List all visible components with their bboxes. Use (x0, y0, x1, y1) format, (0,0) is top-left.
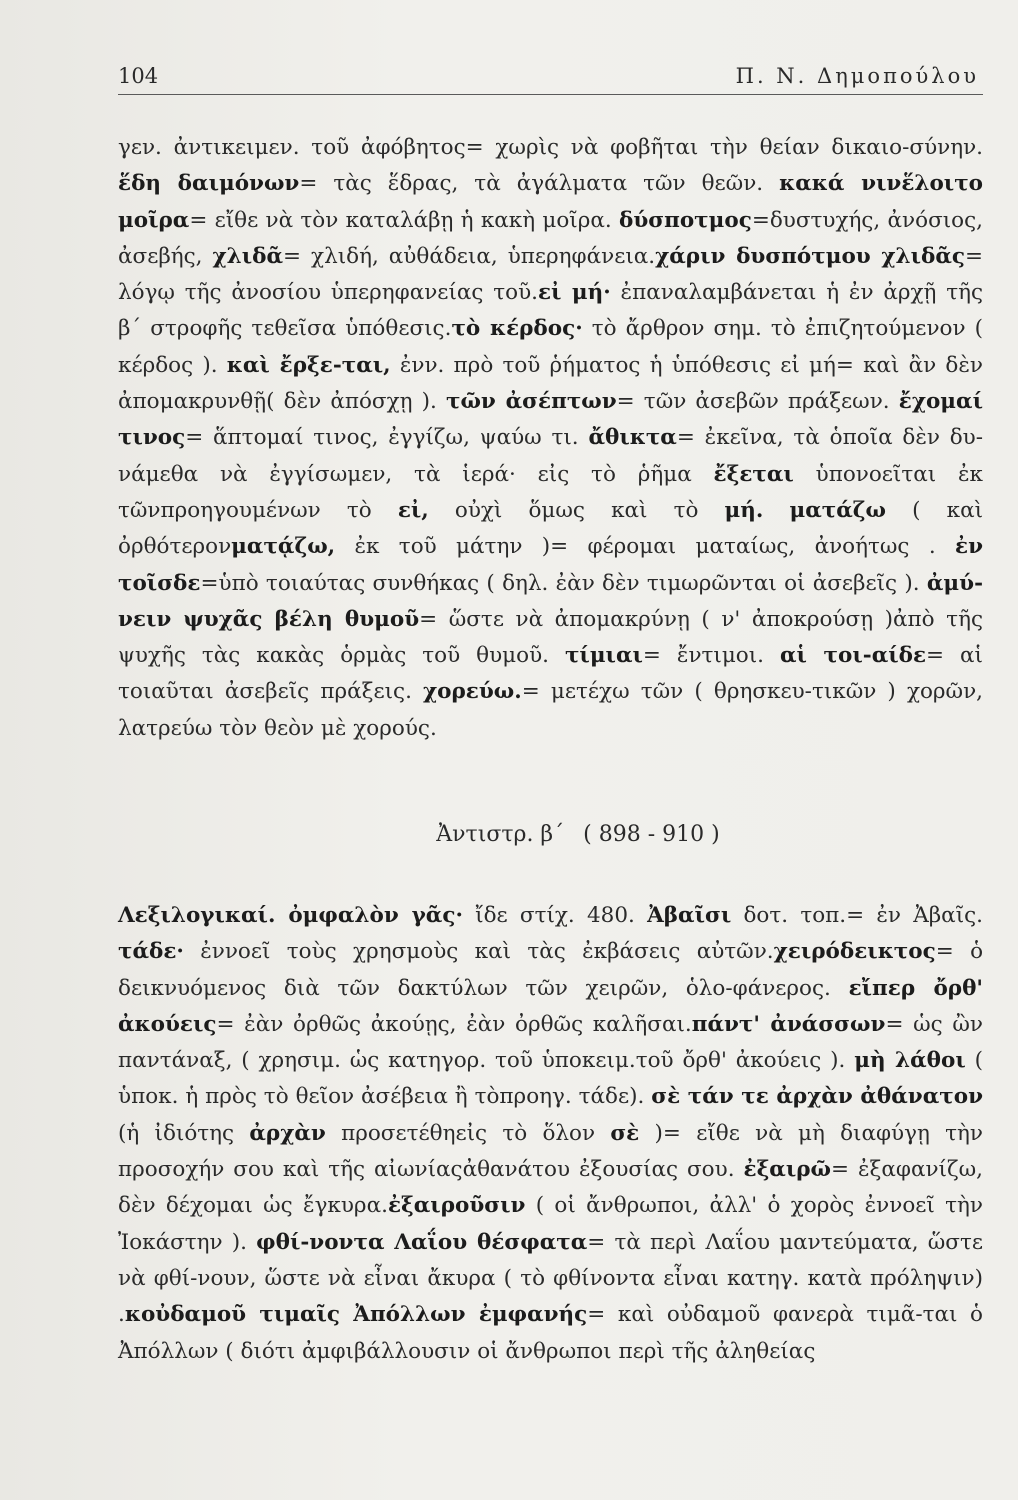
headword: τῶν ἀσέπτων (445, 389, 617, 415)
gloss-text: ( οἱ ἄνθρωποι, ἀλλ' ὁ χορὸς ἐννοεῖ τὴν Ἰοκάστην ). (118, 1193, 983, 1255)
headword: ἀμύ- (926, 570, 983, 596)
headword: εἰ, (397, 497, 429, 523)
page-number: 104 (118, 64, 159, 88)
gloss-text: = εἴθε νὰ τὸν καταλάβῃ ἡ κακὴ μοῖρα. (189, 207, 619, 233)
headword: ἄθικτα (588, 425, 677, 451)
gloss-text (763, 498, 789, 523)
headword: ἐξαιροῦσιν (387, 1193, 526, 1219)
gloss-text: σύνην. (909, 135, 983, 160)
gloss-text: προηγουμένων τὸ (160, 497, 398, 523)
gloss-text: ( καὶ ὀρθότερον (118, 497, 984, 560)
gloss-text: = ἐὰν ὀρθῶς ἀκούῃς, ἐὰν ὀρθῶς καλῆσαι. (216, 1011, 692, 1037)
gloss-text: ἐπαναλαμβάνεται ἡ ἐν ἀρχῇ τῆς β΄ στροφῆς τεθεῖσα ὑπόθεσις. (118, 280, 984, 342)
gloss-text: ἀπὸ τῆς ψυχῆς τὰς κακὰς ὁρμὰς τοῦ θυμοῦ. (118, 606, 983, 669)
gloss-text: ἀθανάτου ἐξουσίας σου. (462, 1157, 744, 1183)
headword: εἴπερ ὄρθ' ἀκούεις (118, 975, 984, 1037)
gloss-text: = ἐξαφανίζω, δὲν δέχομαι ὡς ἔγκυρα. (118, 1157, 983, 1219)
headword: χειρόδεικτος (773, 939, 936, 965)
gloss-text: ται ὁ Ἀπόλλων ( διότι ἀμφιβάλλουσιν οἱ ἄνθρωποι περὶ τῆς ἀληθείας (118, 1302, 983, 1364)
section-range: ( 898 - 910 ) (583, 822, 720, 847)
gloss-text: = τῶν ἀσεβῶν πράξεων. (616, 389, 899, 415)
headword: καὶ ἔρξε- (226, 352, 342, 378)
gloss-text: ( δὲν ἀπόσχῃ ). (266, 389, 446, 415)
gloss-text: = αἱ τοιαῦται ἀσεβεῖς πράξεις. (118, 643, 983, 705)
headword: μὴ λάθοι (854, 1048, 966, 1074)
gloss-text: ὑπονοεῖται ἐκ τῶν (118, 461, 983, 523)
headword: πάντ' ἀνάσσων (691, 1011, 886, 1037)
headword: ματάζω (789, 497, 887, 523)
gloss-text: = ὥστε νὰ ἀπομακρύνῃ ( ν' ἀποκρούσῃ ) (419, 606, 894, 632)
headword: ἀρχὰν (249, 1120, 326, 1146)
gloss-text: = (200, 570, 219, 596)
gloss-text: = ἅπτομαί τινος, ἐγγίζω, ψαύω τι. (185, 425, 589, 451)
section-title: Ἀντιστρ. β΄ (436, 822, 565, 847)
commentary-paragraph (118, 898, 983, 1370)
headword: ἕλοιτο μοῖρα (118, 171, 984, 233)
gloss-text: )= εἴθε νὰ μὴ διαφύγῃ τὴν προσοχήν σου καὶ τῆς αἰωνίας (118, 1120, 983, 1183)
gloss-text: = λόγῳ τῆς ἀνοσίου ὑπερηφανείας τοῦ. (118, 243, 983, 306)
gloss-text: = χλιδή, αὐθάδεια, ὑπερηφάνεια. (283, 243, 656, 269)
headword: Λεξιλογικαί. ὀμφαλὸν γᾶς· (118, 903, 463, 928)
gloss-text: γεν. ἀντικειμεν. τοῦ ἀφόβητος= χωρὶς νὰ φοβῆται τὴν θείαν δικαιο- (118, 135, 910, 160)
running-head: Π. Ν. Δημοπούλου (735, 64, 979, 88)
gloss-text: τὸ ἄρθρον σημ. τὸ ἐπιζητούμενον ( κέρδος ). (118, 316, 983, 378)
gloss-text: = (751, 207, 770, 233)
headword: τάδε· (118, 939, 184, 965)
gloss-text: νουν, ὥστε νὰ εἶναι ἄκυρα ( τὸ φθίνοντα εἶναι κατηγ. κατὰ πρόληψιν) . (118, 1265, 983, 1328)
gloss-text: οὐχὶ ὅμως καὶ τὸ (428, 497, 725, 523)
headword: ἐξαιρῶ (743, 1157, 832, 1183)
headword: ἕδη δαιμόνων (118, 171, 300, 197)
gloss-text: προσετέθη (325, 1120, 456, 1146)
gloss-text: (ἡ ἰδιότης (118, 1120, 250, 1146)
gloss-text: = ἔντιμοι. (642, 643, 780, 669)
headword: κακά νιν (779, 171, 902, 197)
headword: ἔξεται (713, 461, 794, 487)
commentary-paragraph (118, 130, 983, 747)
gloss-text: τοῦ ὄρθ' ἀκούεις ). (635, 1048, 855, 1074)
gloss-text: ἐνν. πρὸ τοῦ ῥήματος ἡ ὑπόθεσις εἰ μή= καὶ ἂν δὲν ἀπομακρυνθῇ (118, 352, 983, 415)
headword: αἱ τοι- (779, 643, 872, 669)
headword: ἔχομαί τινος (118, 389, 983, 451)
commentary-strophe-b (118, 130, 983, 747)
headword: χλιδᾶ (212, 243, 284, 269)
gloss-text: = τὰς ἕδρας, τὰ ἀγάλματα τῶν θεῶν. (299, 171, 780, 197)
gloss-text: = ἐν Ἀβαῖς. (846, 903, 983, 928)
headword: Ἀβαῖσι (647, 903, 732, 928)
gloss-text: προηγ. τάδε). (499, 1084, 652, 1110)
headword: σὲ τάν τε ἀρχὰν ἀθάνατον (651, 1084, 983, 1110)
gloss-text: φάνερος. (732, 975, 849, 1001)
headword: νοντα Λαΐου θέσφατα (309, 1229, 588, 1255)
gloss-text: νάμεθα νὰ ἐγγίσωμεν, τὰ ἱερά· εἰς τὸ ῥῆμα (118, 461, 714, 487)
headword: μή. (724, 497, 764, 523)
gloss-text: = ἐκεῖνα, τὰ ὁποῖα δὲν δυ- (676, 425, 983, 451)
commentary-antistrophe-b (118, 898, 983, 1370)
gloss-text: ὑπὸ τοιαύτας συνθήκας ( δηλ. ἐὰν δὲν τιμωρῶνται οἱ ἀσεβεῖς ). (218, 570, 927, 596)
headword: αίδε (871, 643, 927, 669)
headword: τὸ κέρδος· (451, 316, 583, 342)
headword: χορεύω. (423, 679, 522, 705)
page-header (118, 58, 983, 95)
gloss-text: τικῶν ) χορῶν, λατρεύω τὸν θεὸν μὲ χορούς. (118, 679, 983, 741)
headword: ἐν τοῖσδε (118, 534, 983, 596)
gloss-text: δοτ. τοπ. (731, 903, 847, 928)
headword: κοὐδαμοῦ τιμαῖς Ἀπόλλων ἐμφανής (124, 1302, 588, 1328)
headword: φθί- (256, 1229, 310, 1255)
gloss-text: δυστυχής, ἀνόσιος, ἀσεβής, (118, 207, 983, 269)
headword: ται, (341, 352, 391, 378)
gloss-text: ( ὑποκ. ἡ πρὸς τὸ θεῖον ἀσέβεια ἢ τὸ (118, 1048, 983, 1110)
gloss-text: = ὡς ὢν παντάναξ, ( χρησιμ. ὡς κατηγορ. τοῦ ὑποκειμ. (118, 1011, 984, 1074)
section-heading (118, 822, 983, 847)
gloss-text: ἴδε στίχ. 480. (462, 903, 648, 928)
headword: σὲ (610, 1120, 640, 1146)
gloss-text: = μετέχω τῶν ( θρησκευ- (521, 679, 812, 705)
gloss-text: = τὰ περὶ Λαΐου μαντεύματα, ὥστε νὰ φθί- (118, 1229, 983, 1291)
headword: χάριν δυσπότμου χλιδᾶς (655, 243, 965, 269)
gloss-text: ἐκ τοῦ μάτην )= φέρομαι ματαίως, ἀνοήτως . (335, 534, 955, 560)
headword: εἰ μή· (537, 280, 611, 306)
headword: δύσποτμος (618, 207, 752, 233)
gloss-text: ἐννοεῖ τοὺς χρησμοὺς καὶ τὰς ἐκβάσεις αὐτῶν. (183, 939, 774, 965)
headword: νειν ψυχᾶς βέλη θυμοῦ (118, 606, 420, 632)
gloss-text: = ὁ δεικνυόμενος διὰ τῶν δακτύλων τῶν χειρῶν, ὁλο- (118, 939, 984, 1001)
headword: ματᾴζω, (231, 534, 336, 560)
headword: τίμιαι (564, 643, 643, 669)
gloss-text: εἰς τὸ ὅλον (455, 1120, 611, 1146)
gloss-text: = καὶ οὐδαμοῦ φανερὰ τιμᾶ- (587, 1302, 923, 1328)
